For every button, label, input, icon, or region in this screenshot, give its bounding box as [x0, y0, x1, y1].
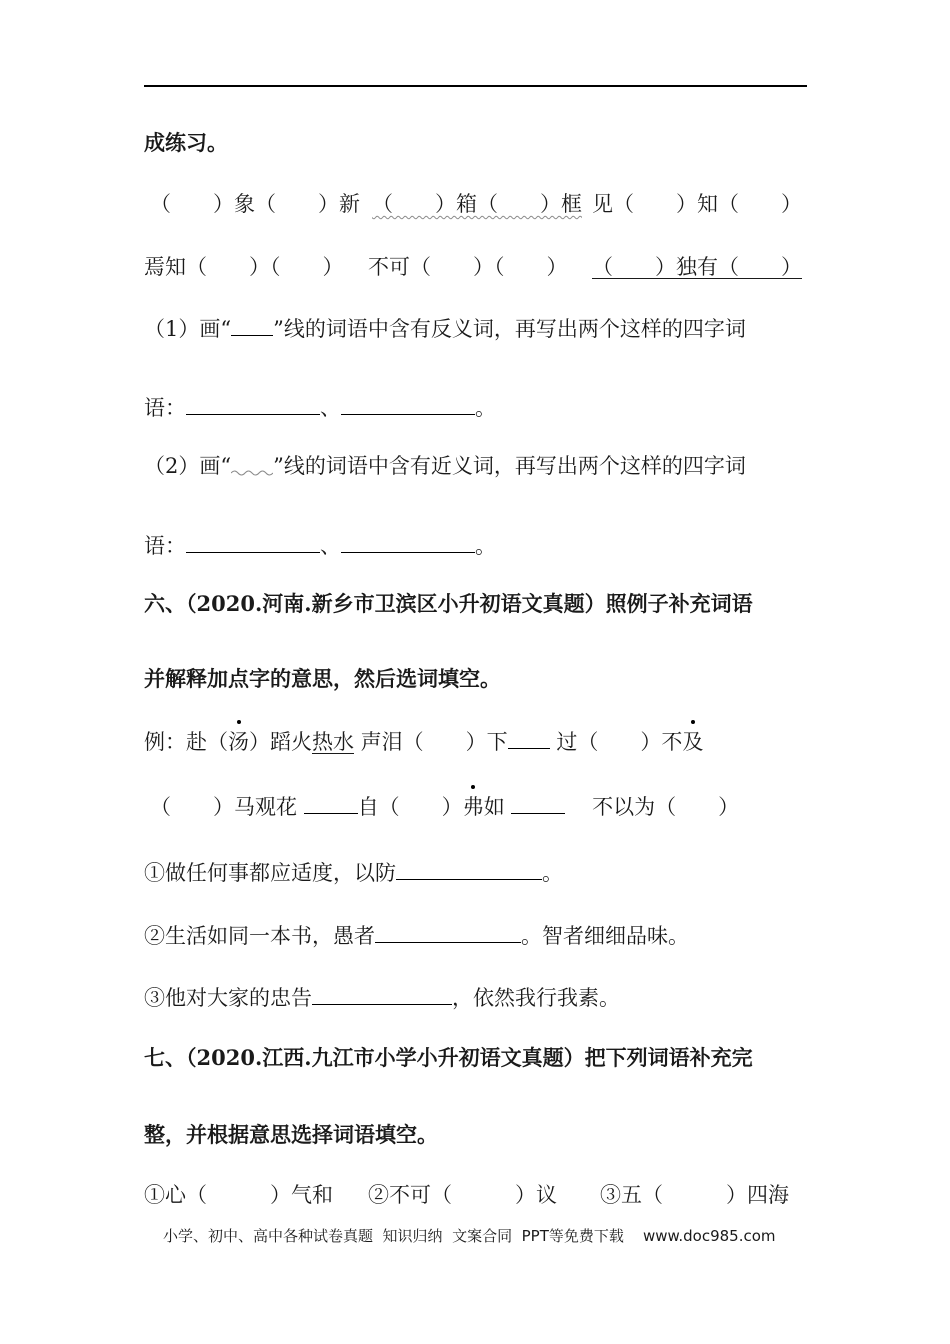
idiom-ru: 如 [483, 795, 512, 819]
question-2-answer [144, 530, 496, 561]
question-2-suffix: ”线的词语中含有近义词，再写出两个这样的四字词 [273, 454, 746, 478]
wavy-line-sample [231, 451, 273, 473]
section-7-title-cont: 整，并根据意思选择词语填空。 [144, 1122, 438, 1147]
idiom-group-6-underlined: （ ）独有（ ） [592, 255, 802, 279]
separator: 、 [320, 534, 341, 558]
item-text: ③他对大家的忠告 [144, 986, 312, 1010]
section-6-line2 [150, 791, 739, 822]
section-6-item-1 [144, 857, 563, 888]
dotted-char: 及 [682, 727, 703, 757]
question-1-answer [144, 392, 496, 423]
separator: 、 [320, 396, 341, 420]
fill-blank[interactable] [304, 791, 358, 814]
idiom-zi: 自（ ） [357, 795, 463, 819]
fill-blank[interactable] [511, 791, 565, 814]
section-6-item-2 [144, 920, 689, 951]
idiom-group-3: 见（ ）知（ ） [592, 192, 802, 216]
section-6-example [144, 726, 703, 757]
period: 。 [475, 534, 496, 558]
answer-label: 语： [144, 534, 186, 558]
item-end: 。 [542, 861, 563, 885]
section-6-title: 六、（2020.河南.新乡市卫滨区小升初语文真题）照例子补充词语 [144, 591, 753, 616]
question-1-prefix: （1）画“ [144, 317, 232, 341]
idiom-group-2-wavy: （ ）箱（ ）框 [372, 192, 582, 216]
section-7-item-1: ①心（ ）气和 [144, 1183, 333, 1207]
example-underlined: 热水 [312, 730, 354, 754]
header-rule [144, 85, 807, 87]
question-1-suffix: ”线的词语中含有反义词，再写出两个这样的四字词 [273, 317, 746, 341]
example-rest2: 过（ ）不 [549, 730, 683, 754]
fill-blank[interactable] [375, 920, 521, 943]
section-7-item-2: ②不可（ ）议 [368, 1183, 557, 1207]
idiom-group-5: 不可（ ）（ ） [368, 255, 568, 279]
question-1 [144, 313, 746, 344]
period: 。 [475, 396, 496, 420]
example-after: ）蹈火 [249, 730, 312, 754]
idiom-ma: （ ）马观花 [150, 795, 304, 819]
item-end: 。智者细细品味。 [521, 924, 689, 948]
section-7-title: 七、（2020.江西.九江市小学小升初语文真题）把下列词语补充完 [144, 1045, 753, 1070]
item-text: ②生活如同一本书，愚者 [144, 924, 375, 948]
idiom-buyiwei: 不以为（ ） [592, 795, 740, 819]
answer-blank[interactable] [341, 530, 475, 553]
dotted-char: 弗 [463, 792, 484, 822]
section-6-item-3 [144, 982, 620, 1013]
footer [163, 1226, 776, 1246]
question-2 [144, 451, 746, 481]
item-end: ，依然我行我素。 [452, 986, 620, 1010]
idiom-group-1: （ ）象（ ）新 [150, 192, 360, 216]
footer-url[interactable]: www.doc985.com [642, 1227, 776, 1245]
fill-blank[interactable] [396, 857, 542, 880]
example-lead: 例：赴（ [144, 730, 228, 754]
section-7-item-3: ③五（ ）四海 [600, 1183, 789, 1207]
answer-blank[interactable] [186, 392, 320, 415]
item-text: ①做任何事都应适度，以防 [144, 861, 396, 885]
idiom-group-4: 焉知（ ）（ ） [144, 255, 344, 279]
answer-blank[interactable] [341, 392, 475, 415]
question-2-prefix: （2）画“ [144, 454, 232, 478]
footer-text: 小学、初中、高中各种试卷真题 知识归纳 文案合同 PPT等免费下载 [163, 1227, 624, 1245]
dotted-char: 汤 [228, 727, 249, 757]
section-6-title-cont: 并解释加点字的意思，然后选词填空。 [144, 666, 501, 691]
example-rest: 声泪（ ）下 [354, 730, 508, 754]
intro-text: 成练习。 [144, 130, 228, 155]
fill-blank[interactable] [508, 726, 550, 749]
answer-blank[interactable] [186, 530, 320, 553]
fill-blank[interactable] [312, 982, 452, 1005]
answer-label: 语： [144, 396, 186, 420]
straight-line-sample [231, 313, 273, 336]
